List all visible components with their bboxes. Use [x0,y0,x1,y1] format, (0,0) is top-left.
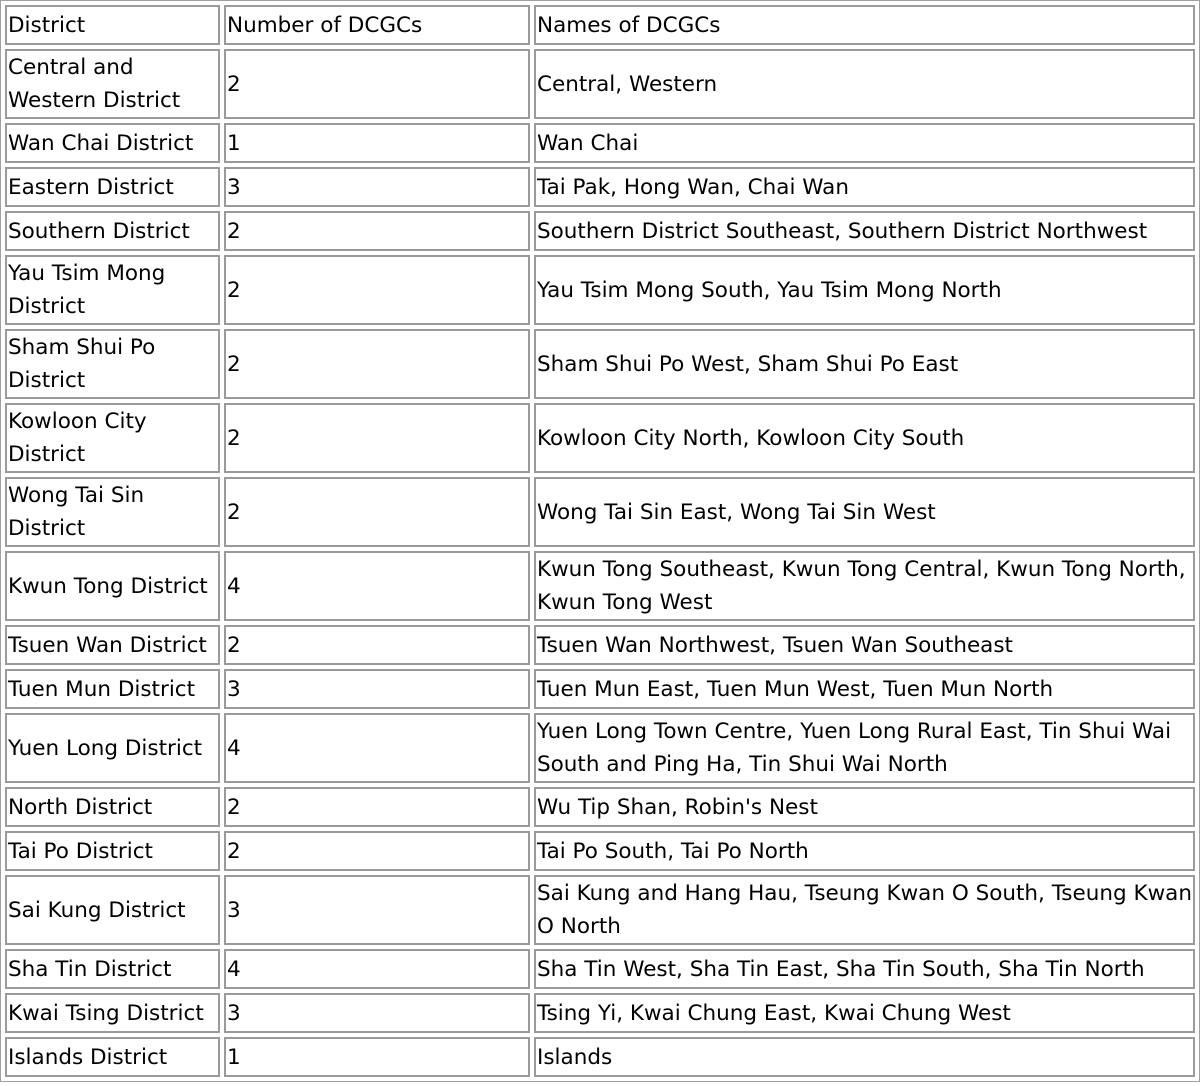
count-cell: 4 [224,713,530,783]
names-cell: Islands [534,1037,1195,1077]
names-cell: Sham Shui Po West, Sham Shui Po East [534,329,1195,399]
table-row [5,787,1195,827]
count-cell: 3 [224,669,530,709]
count-cell: 2 [224,477,530,547]
names-cell: Tai Pak, Hong Wan, Chai Wan [534,167,1195,207]
header-number-of-dcgcs: Number of DCGCs [224,5,530,45]
district-cell: Islands District [5,1037,220,1077]
names-cell: Sha Tin West, Sha Tin East, Sha Tin South, Sha Tin North [534,949,1195,989]
table-row [5,1037,1195,1077]
count-cell: 2 [224,49,530,119]
count-cell: 2 [224,211,530,251]
count-cell: 1 [224,1037,530,1077]
names-cell: Yuen Long Town Centre, Yuen Long Rural East, Tin Shui Wai South and Ping Ha, Tin Shui Wai North [534,713,1195,783]
count-cell: 2 [224,255,530,325]
table-row [5,875,1195,945]
count-cell: 2 [224,329,530,399]
table-row [5,211,1195,251]
district-cell: Yuen Long District [5,713,220,783]
header-district: District [5,5,220,45]
table-row [5,123,1195,163]
count-cell: 3 [224,875,530,945]
district-cell: Kwun Tong District [5,551,220,621]
count-cell: 2 [224,403,530,473]
names-cell: Wu Tip Shan, Robin's Nest [534,787,1195,827]
table-row [5,993,1195,1033]
count-cell: 2 [224,625,530,665]
district-cell: Central and Western District [5,49,220,119]
table-row [5,255,1195,325]
names-cell: Kowloon City North, Kowloon City South [534,403,1195,473]
district-cell: Southern District [5,211,220,251]
count-cell: 4 [224,949,530,989]
names-cell: Kwun Tong Southeast, Kwun Tong Central, Kwun Tong North, Kwun Tong West [534,551,1195,621]
header-names-of-dcgcs: Names of DCGCs [534,5,1195,45]
names-cell: Tai Po South, Tai Po North [534,831,1195,871]
table-row [5,167,1195,207]
district-cell: Sai Kung District [5,875,220,945]
table-row [5,551,1195,621]
names-cell: Southern District Southeast, Southern District Northwest [534,211,1195,251]
table-row [5,949,1195,989]
count-cell: 3 [224,993,530,1033]
table-row [5,669,1195,709]
district-cell: Wan Chai District [5,123,220,163]
header-row [5,5,1195,45]
district-cell: Wong Tai Sin District [5,477,220,547]
count-cell: 2 [224,831,530,871]
names-cell: Sai Kung and Hang Hau, Tseung Kwan O South, Tseung Kwan O North [534,875,1195,945]
names-cell: Tsing Yi, Kwai Chung East, Kwai Chung West [534,993,1195,1033]
names-cell: Wong Tai Sin East, Wong Tai Sin West [534,477,1195,547]
district-cell: Sha Tin District [5,949,220,989]
district-cell: North District [5,787,220,827]
names-cell: Wan Chai [534,123,1195,163]
table-row [5,49,1195,119]
count-cell: 2 [224,787,530,827]
district-cell: Kowloon City District [5,403,220,473]
count-cell: 3 [224,167,530,207]
names-cell: Tuen Mun East, Tuen Mun West, Tuen Mun North [534,669,1195,709]
table-row [5,713,1195,783]
count-cell: 4 [224,551,530,621]
names-cell: Yau Tsim Mong South, Yau Tsim Mong North [534,255,1195,325]
district-cell: Tsuen Wan District [5,625,220,665]
district-cell: Tai Po District [5,831,220,871]
district-cell: Sham Shui Po District [5,329,220,399]
table-row [5,403,1195,473]
table-row [5,329,1195,399]
table-row [5,477,1195,547]
count-cell: 1 [224,123,530,163]
district-cell: Eastern District [5,167,220,207]
table-row [5,625,1195,665]
district-cell: Tuen Mun District [5,669,220,709]
district-cell: Yau Tsim Mong District [5,255,220,325]
table-row [5,831,1195,871]
names-cell: Tsuen Wan Northwest, Tsuen Wan Southeast [534,625,1195,665]
names-cell: Central, Western [534,49,1195,119]
district-cell: Kwai Tsing District [5,993,220,1033]
